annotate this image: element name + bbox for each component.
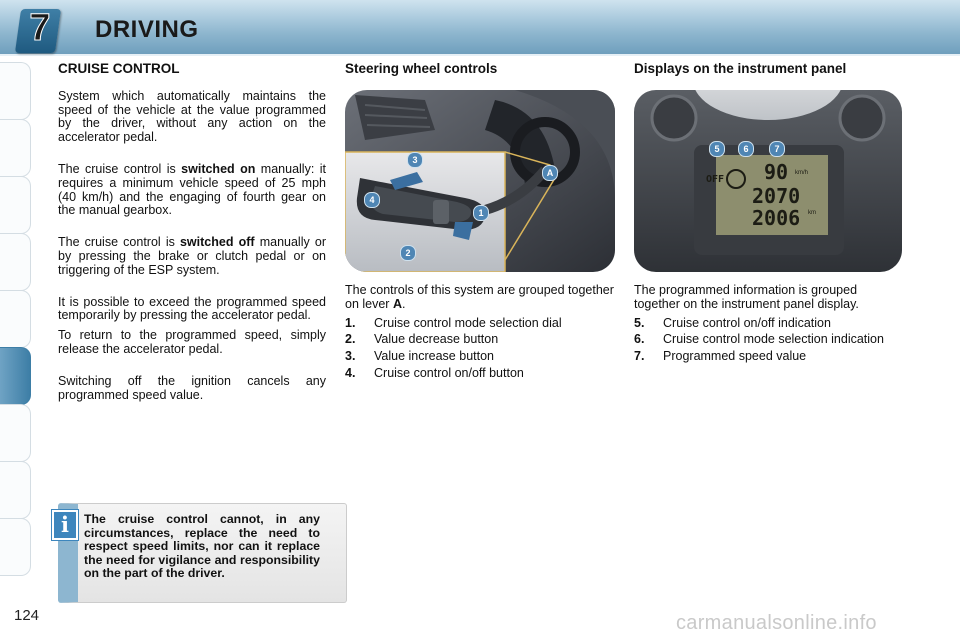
text-run: manually: it requires a minimum vehicle speed of 25 mph (40 km/h) and the engaging of fourth gear on the manual gearbox. [58, 161, 326, 218]
cruise-control-column [58, 62, 326, 402]
bold-run: switched off [179, 235, 255, 250]
callout-3: 3 [407, 152, 423, 168]
text-run: The controls of this system are grouped together on lever [345, 283, 614, 311]
callout-7: 7 [769, 141, 785, 157]
item-label: Value decrease button [374, 332, 499, 347]
chapter-tab-10[interactable] [0, 518, 31, 576]
lever-callouts [345, 90, 615, 272]
controls-list [345, 317, 617, 381]
paragraph-intro: System which automatically maintains the speed of the vehicle at the value programmed by the driver, without any action on the accelerator pedal. [58, 88, 326, 145]
chapter-tab-1[interactable] [0, 62, 31, 120]
list-item [345, 350, 617, 364]
list-item [634, 317, 906, 331]
display-overlay [634, 90, 902, 272]
item-number: 1. [345, 315, 356, 330]
chapter-tab-8[interactable] [0, 404, 31, 462]
info-icon: i [52, 510, 78, 540]
callout-6: 6 [738, 141, 754, 157]
instrument-panel-text [634, 284, 906, 367]
text-run: The cruise control is [58, 161, 182, 176]
chapter-title: DRIVING [95, 16, 199, 43]
programmed-speed-readout: 90 [764, 160, 789, 184]
item-label: Cruise control on/off button [374, 365, 524, 380]
section-title: Displays on the instrument panel [634, 61, 847, 76]
chapter-tab-9[interactable] [0, 461, 31, 519]
page-number: 124 [14, 607, 40, 624]
display-list [634, 317, 906, 364]
paragraph-ignition-off: Switching off the ignition cancels any programmed speed value. [58, 373, 326, 402]
item-number: 4. [345, 365, 356, 380]
chapter-tabs [0, 62, 32, 582]
controls-intro [345, 284, 617, 312]
list-item [345, 333, 617, 347]
item-number: 6. [634, 332, 645, 347]
text-run: The cruise control is [58, 235, 180, 250]
callout-a: A [542, 165, 558, 181]
item-label: Cruise control on/off indication [663, 315, 831, 330]
year-readout: 2006 [752, 206, 801, 230]
callout-5: 5 [709, 141, 725, 157]
list-item [345, 367, 617, 381]
chapter-tab-5[interactable] [0, 290, 31, 348]
item-label: Cruise control mode selection indication [663, 332, 884, 347]
text-run: manually or by pressing the brake or clutch pedal or on triggering of the ESP system. [58, 235, 326, 277]
list-item [634, 350, 906, 364]
paragraph-return-speed: To return to the programmed speed, simply release the accelerator pedal. [58, 328, 326, 356]
chapter-tab-7-active[interactable] [0, 347, 31, 405]
item-number: 2. [345, 332, 356, 347]
list-item [634, 333, 906, 347]
callout-1: 1 [473, 205, 489, 221]
lever-label: A [392, 296, 402, 311]
cruise-off-indicator: OFF [706, 174, 725, 185]
paragraph-exceed-speed: It is possible to exceed the programmed speed temporarily by pressing the accelerator pedal. [58, 294, 326, 323]
item-number: 3. [345, 349, 356, 364]
section-title: CRUISE CONTROL [58, 61, 180, 76]
chapter-tab-2[interactable] [0, 119, 31, 177]
callout-4: 4 [364, 192, 380, 208]
list-item [345, 317, 617, 331]
steering-controls-column [345, 62, 615, 76]
callout-2: 2 [400, 245, 416, 261]
item-label: Programmed speed value [663, 349, 807, 364]
item-number: 5. [634, 315, 645, 330]
chapter-number: 7 [29, 7, 51, 49]
speed-unit: km/h [795, 170, 809, 176]
item-label: Value increase button [374, 349, 494, 364]
warning-text: The cruise control cannot, in any circumstances, replace the need to respect speed limits, nor can it replace the need for vigilance and responsibility on the part of the driver. [84, 512, 320, 580]
instrument-panel-column [634, 62, 906, 76]
item-number: 7. [634, 349, 645, 364]
paragraph-switch-on [58, 163, 326, 218]
section-title: Steering wheel controls [345, 61, 498, 76]
chapter-tab-3[interactable] [0, 176, 31, 234]
paragraph-switch-off [58, 236, 326, 277]
odometer-unit: km [808, 210, 816, 216]
text-run: . [401, 296, 406, 311]
item-label: Cruise control mode selection dial [374, 315, 562, 330]
chapter-tab-4[interactable] [0, 233, 31, 291]
steering-controls-text [345, 284, 617, 384]
header-divider [0, 54, 960, 56]
odometer-readout: 2070 [752, 184, 801, 208]
bold-run: switched on [181, 161, 256, 176]
watermark: carmanualsonline.info [676, 612, 877, 634]
display-intro: The programmed information is grouped together on the instrument panel display. [634, 283, 859, 311]
